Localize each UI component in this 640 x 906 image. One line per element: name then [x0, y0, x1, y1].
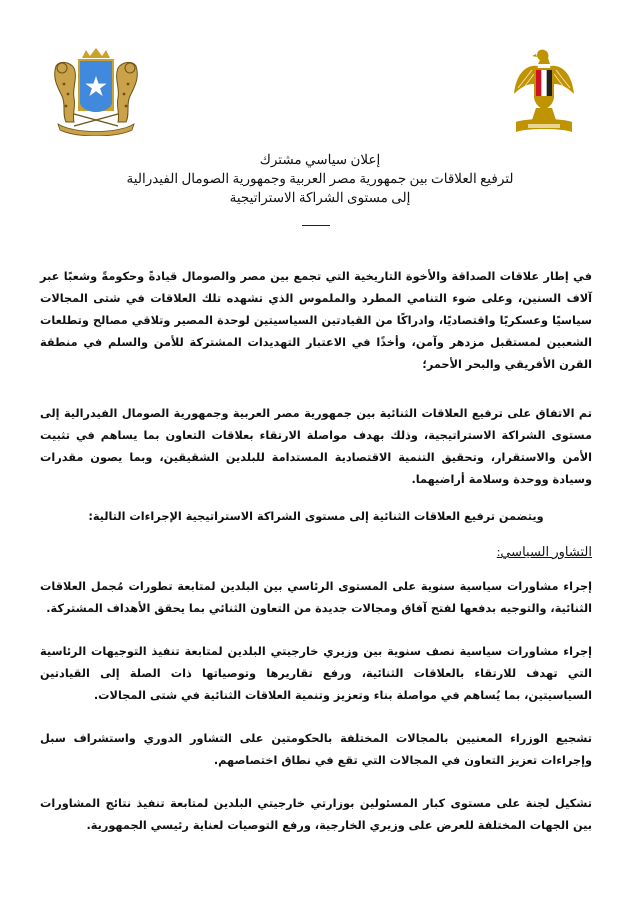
preamble-paragraph: في إطار علاقات الصداقة والأخوة التاريخية التي تجمع بين مصر والصومال قيادةً وحكومةً وشعبًا عبر آلاف السنين، وعلى ضوء التنامي المطرد والملموس الذي تشهده تلك العلاقات في شتى المجالات سياسيًا وعسكريًا واقتصاديًا، وادراكًا من القيادتين السياسيتين لوحدة المصير وتلاقي مصالح وتطلعات الشعبين لمستقبل مزدهر وآمن، وأخذًا في الاعتبار التهديدات المشتركة للأمن والسلم في منطقة القرن الأفريقي والبحر الأحمر؛	[40, 270, 592, 371]
list-item: إجراء مشاورات سياسية نصف سنوية بين وزيري خارجيتي البلدين لمتابعة تنفيذ التوجيهات الرئاسية التي تهدف للارتقاء بالعلاقات الثنائية، ورفع تقاريرها وتوصياتها ذات الصلة إلى القيادتين السياسيتين، بما يُساهم في مواصلة بناء وتعزيز وتنمية العلاقات الثنائية في شتى المجالات.	[40, 645, 592, 702]
document-title: إعلان سياسي مشترك	[259, 152, 381, 167]
document-subtitle-line2: إلى مستوى الشراكة الاستراتيجية	[229, 190, 411, 205]
list-item: تشكيل لجنة على مستوى كبار المسئولين بوزارتي خارجيتي البلدين لمتابعة تنفيذ نتائج المشاورات بين الجهات المختلفة للعرض على وزيري الخارجية، ورفع التوصيات لعناية رئيسي الجمهورية.	[40, 797, 592, 832]
measures-intro-paragraph: ويتضمن ترفيع العلاقات الثنائية إلى مستوى الشراكة الاستراتيجية الإجراءات التالية:	[88, 510, 544, 523]
egypt-eagle-emblem-icon	[512, 48, 576, 138]
list-item: إجراء مشاورات سياسية سنوية على المستوى الرئاسي بين البلدين لمتابعة تطورات مُجمل العلاقات الثنائية، والتوجيه بدفعها لفتح آفاق ومجالات جديدة من التعاون الثنائي بما يحقق الأهداف المشتركة.	[40, 580, 592, 615]
heading-divider	[302, 225, 330, 226]
list-item: تشجيع الوزراء المعنيين بالمجالات المختلفة بالحكومتين على التشاور الدوري واستشراف سبل وإجراءات تعزيز التعاون في المجالات التي تقع في نطاق اختصاصهم.	[40, 732, 592, 767]
section-title-political-consultation: التشاور السياسي:	[496, 544, 592, 559]
agreement-paragraph: تم الاتفاق على ترفيع العلاقات الثنائية بين جمهورية مصر العربية وجمهورية الصومال الفيدرالية إلى مستوى الشراكة الاستراتيجية، وذلك بهدف مواصلة الارتقاء بعلاقات التعاون بما يساهم في تثبيت الأمن والاستقرار، وتحقيق التنمية الاقتصادية المستدامة للبلدين الشقيقين، وبما يصون مقدرات وسيادة ووحدة وسلامة أراضيهما.	[40, 407, 592, 486]
somalia-coat-of-arms-icon	[44, 44, 148, 136]
document-heading	[120, 150, 520, 207]
document-subtitle-line1: لترفيع العلاقات بين جمهورية مصر العربية وجمهورية الصومال الفيدرالية	[126, 171, 514, 186]
